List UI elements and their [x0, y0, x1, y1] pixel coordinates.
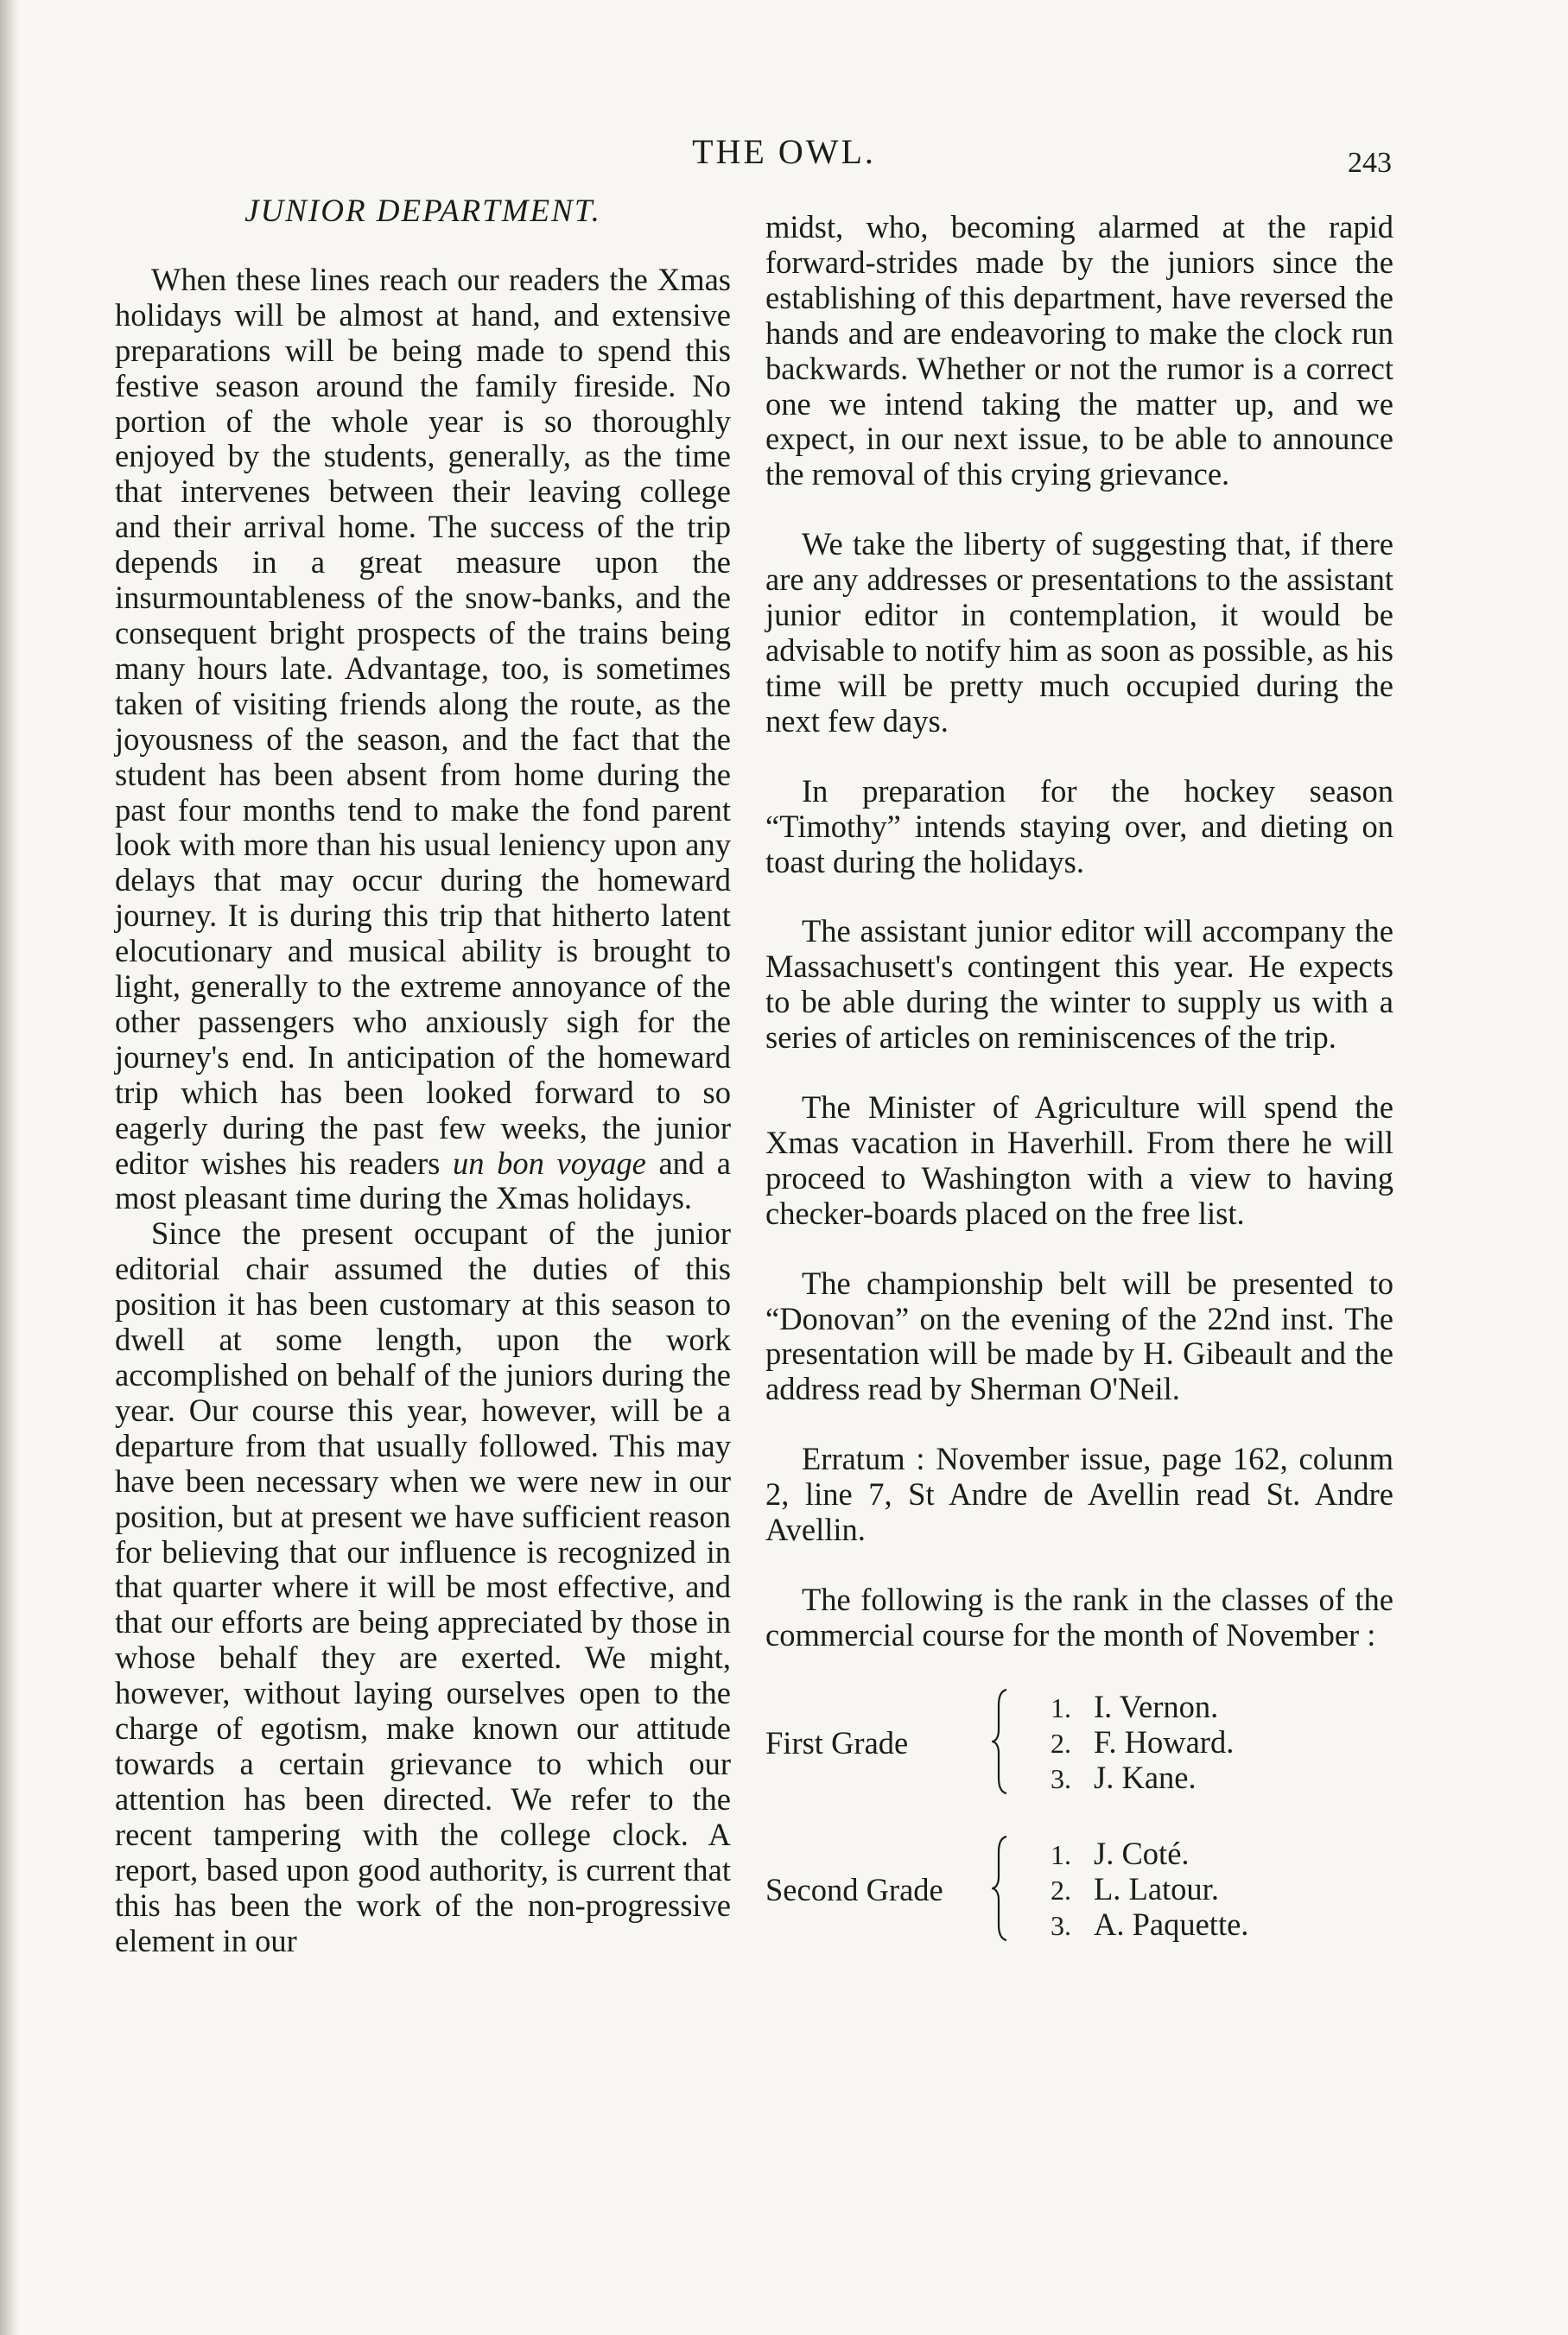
student-name: J. Coté. [1094, 1835, 1190, 1871]
paragraph-text: When these lines reach our readers the Xmas holidays will be almost at hand, and extensive preparations will be being made to spend this festive season around the family fireside. No portion of the whole year is so thoroughly enjoyed by the students, generally, as the time that intervenes between their leaving college and their arrival home. The success of the trip depends in a great measure upon the insurmountableness of the snow-banks, and the consequent bright prospects of the trains being many hours late. Advantage, too, is sometimes taken of visiting friends along the route, as the joyousness of the season, and the fact that the student has been absent from home during the past four months tend to make the fond parent look with more than his usual leniency upon any delays that may occur during the homeward journey. It is during this trip that hitherto latent elocutionary and musical ability is brought to light, generally to the extreme annoyance of the other passengers who anxiously sigh for the journey's end. In anticipation of the homeward trip which has been looked forward to so eagerly during the past few weeks, the junior editor wishes his readers [115, 261, 731, 1181]
rank-number: 3. [1051, 1762, 1071, 1794]
running-head-title: THE OWL. [692, 132, 876, 171]
page-number: 243 [1348, 147, 1392, 179]
student-name: I. Vernon. [1094, 1688, 1219, 1724]
paragraph-hockey: In preparation for the hockey season “Timothy” intends staying over, and dieting on toast during the holidays. [765, 772, 1393, 879]
grade-block-second [765, 1835, 1393, 1947]
paragraph-agriculture: The Minister of Agriculture will spend the Xmas vacation in Haverhill. From there he will proceed to Washington with a view to having checker-boards placed on the free list. [765, 1089, 1393, 1231]
rank-number: 3. [1051, 1909, 1071, 1941]
grade-list-item [1051, 1725, 1234, 1761]
brace-icon [992, 1835, 1009, 1942]
grade-list-item [1051, 1872, 1248, 1907]
paragraph-championship: The championship belt will be presented to “Donovan” on the evening of the 22nd inst. The presentation will be made by H. Gibeault and the address read by Sherman O'Neil. [765, 1265, 1393, 1407]
grade-list-item [1051, 1837, 1248, 1872]
student-name: A. Paquette. [1094, 1906, 1249, 1942]
page-edge-shadow [0, 0, 19, 2335]
left-column [115, 194, 731, 1958]
paragraph-clock-continued: midst, who, becoming alarmed at the rapid forward-strides made by the juniors since the establishing of this department, have reversed the hands and are endeavoring to make the clock run backwards. Whether or not the rumor is a correct one we intend taking the matter up, and we expect, in our next issue, to be able to announce the removal of this crying grievance. [765, 209, 1393, 492]
paragraph-massachusetts: The assistant junior editor will accompany the Massachusett's contingent this year. He expects to be able during the winter to supply us with a series of articles on reminiscences of the trip. [765, 913, 1393, 1056]
grade-list-item [1051, 1907, 1248, 1943]
paragraph-erratum: Erratum : November issue, page 162, colunm 2, line 7, St Andre de Avellin read St. Andre Avellin. [765, 1441, 1393, 1548]
student-name: L. Latour. [1094, 1870, 1219, 1907]
rank-number: 1. [1051, 1838, 1071, 1870]
student-name: F. Howard. [1094, 1723, 1235, 1760]
grade-block-first [765, 1688, 1393, 1800]
section-title: JUNIOR DEPARTMENT. [244, 194, 601, 229]
rank-number: 2. [1051, 1727, 1071, 1759]
grade-list [1051, 1690, 1234, 1796]
brace-icon [992, 1688, 1009, 1795]
paragraph-presentations: We take the liberty of suggesting that, if there are any addresses or presentations to the assistant junior editor in contemplation, it would be advisable to notify him as soon as possible, as his time will be pretty much occupied during the next few days. [765, 526, 1393, 739]
grade-label: First Grade [765, 1724, 909, 1761]
paragraph-rank-intro: The following is the rank in the classes of the commercial course for the month of November : [765, 1582, 1393, 1653]
rank-number: 1. [1051, 1691, 1071, 1723]
student-name: J. Kane. [1094, 1759, 1197, 1795]
paragraph-editorial-chair: Since the present occupant of the junior editorial chair assumed the duties of this position it has been customary at this season to dwell at some length, upon the work accomplished on behalf of the juniors during the year. Our course this year, however, will be a departure from that usually followed. This may have been necessary when we were new in our position, but at present we have sufficient reason for believing that our influence is recognized in that quarter where it will be most effective, and that our efforts are being appreciated by those in whose behalf they are exerted. We might, however, without laying ourselves open to the charge of egotism, make known our attitude towards a certain grievance to which our attention has been directed. We refer to the recent tampering with the college clock. A report, based upon good authority, is current that this has been the work of the non-progressive element in our [115, 1215, 731, 1958]
paragraph-xmas-holidays [115, 263, 731, 1216]
grade-list-item [1051, 1690, 1234, 1725]
paragraph-text: and a most pleasant time during the Xmas holidays. [115, 1145, 732, 1216]
rank-number: 2. [1051, 1874, 1071, 1906]
italic-phrase: un bon voyage [452, 1145, 646, 1181]
grade-label: Second Grade [765, 1871, 943, 1907]
grade-list [1051, 1837, 1248, 1943]
grade-list-item [1051, 1761, 1234, 1796]
right-column [765, 210, 1393, 1947]
